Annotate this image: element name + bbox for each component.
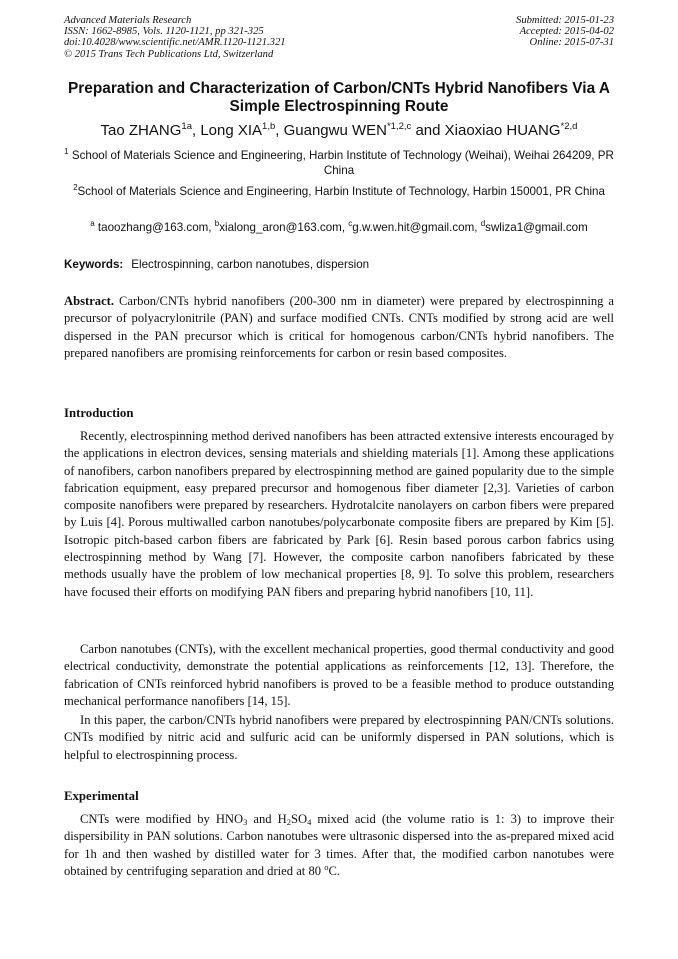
text-run: and H bbox=[247, 812, 287, 826]
author-name: Tao ZHANG bbox=[100, 122, 182, 139]
journal-name: Advanced Materials Research bbox=[64, 15, 192, 26]
subscript: 3 bbox=[243, 817, 248, 827]
submitted-date: Submitted: 2015-01-23 bbox=[516, 15, 614, 26]
author-name: Long XIA bbox=[200, 122, 263, 139]
page-header bbox=[64, 15, 614, 60]
author-sup: 1,b bbox=[262, 121, 276, 132]
section-heading-experimental: Experimental bbox=[64, 789, 139, 803]
affiliation-1 bbox=[60, 148, 618, 178]
email-list bbox=[60, 220, 618, 235]
subscript: 4 bbox=[307, 817, 312, 827]
email-mark: d bbox=[480, 219, 486, 228]
email-address[interactable]: g.w.wen.hit@gmail.com, bbox=[352, 221, 481, 234]
abstract bbox=[64, 293, 614, 362]
email-address[interactable]: taoozhang@163.com, bbox=[94, 221, 215, 234]
email-mark: b bbox=[214, 219, 220, 228]
paper-title: Preparation and Characterization of Carbon/CNTs Hybrid Nanofibers Via A Simple Electrospinning Route bbox=[68, 80, 610, 115]
author-separator: , bbox=[275, 122, 284, 139]
affiliation-2 bbox=[60, 184, 618, 199]
email-mark: c bbox=[348, 219, 353, 228]
text-run: CNTs were modified by HNO bbox=[80, 812, 244, 826]
author-separator: , bbox=[191, 122, 201, 139]
superscript: o bbox=[324, 861, 329, 872]
section-heading-introduction: Introduction bbox=[64, 406, 134, 420]
online-date: Online: 2015-07-31 bbox=[529, 37, 614, 49]
publication-dates bbox=[516, 15, 614, 60]
author-list bbox=[40, 122, 638, 140]
text-run: C. bbox=[328, 863, 341, 878]
keywords-label: Keywords: bbox=[64, 258, 124, 271]
text-run: SO bbox=[290, 812, 308, 826]
journal-info bbox=[64, 15, 286, 60]
intro-paragraph-1: Recently, electrospinning method derived nanofibers has been attracted extensive interests encouraged by the applications in electron devices, sensing materials and shielding materials [1]. Among these applications of nanofibers, carbon nanofibers prepared by electrospinning method are gained popularity due to the simple fabrication equipment, easy prepared precursor and homogenous fiber diameter [2,3]. Varieties of carbon composite nanofibers were prepared by researchers. Hydrotalcite nanolayers on carbon fibers were prepared by Luis [4]. Porous multiwalled carbon nanotubes/polycarbonate composite fibers are prepared by Kim [5]. Isotropic pitch-based carbon fibers are fabricated by Park [6]. Resin based porous carbon fabrics using electrospinning method by Wang [7]. However, the composite carbon nanofibers fabricated by these methods usually have the problem of low mechanical properties [8, 9]. To solve this problem, researchers have focused their efforts on modifying PAN fibers and preparing hybrid nanofibers [10, 11]. bbox=[64, 429, 614, 599]
journal-doi: doi:10.4028/www.scientific.net/AMR.1120-1121.321 bbox=[64, 37, 286, 49]
affiliation-mark: 1 bbox=[64, 147, 69, 156]
keywords bbox=[64, 257, 614, 272]
email-address[interactable]: xialong_aron@163.com, bbox=[219, 221, 349, 234]
experimental-paragraph-1 bbox=[64, 811, 614, 880]
affiliation-mark: 2 bbox=[73, 183, 78, 192]
author-sup: *1,2,c bbox=[386, 121, 412, 132]
author-name: Guangwu WEN bbox=[283, 122, 387, 139]
text-run: mixed acid (the volume ratio is 1: 3) to improve their dispersibility in PAN solutions. Carbon nanotubes were ultrasonic dispersed into the as-prepared mixed acid for 1h and then washed by distilled water for 3 times. After that, the modified carbon nanotubes were obtained by centrifuging separation and dried at 80 bbox=[64, 812, 614, 878]
accepted-date: Accepted: 2015-04-02 bbox=[519, 26, 614, 38]
email-mark: a bbox=[90, 219, 95, 228]
author-separator: and bbox=[411, 122, 445, 139]
author-sup: *2,d bbox=[560, 121, 578, 132]
affiliation-text: School of Materials Science and Engineering, Harbin Institute of Technology (Weihai), Weihai 264209, PR China bbox=[71, 149, 614, 177]
abstract-text: Carbon/CNTs hybrid nanofibers (200-300 nm in diameter) were prepared by electrospinning a precursor of polyacrylonitrile (PAN) and surface modified CNTs. CNTs modified by strong acid are well dispersed in the PAN precursor which is critical for homogenous carbon/CNTs hybrid nanofibers. The prepared nanofibers are promising reinforcements for carbon or resin based composites. bbox=[64, 294, 614, 360]
author-sup: 1a bbox=[181, 121, 192, 132]
journal-copyright: © 2015 Trans Tech Publications Ltd, Switzerland bbox=[64, 48, 274, 60]
journal-issn: ISSN: 1662-8985, Vols. 1120-1121, pp 321-325 bbox=[64, 26, 264, 38]
intro-paragraph-2: Carbon nanotubes (CNTs), with the excellent mechanical properties, good thermal conductivity and good electrical conductivity, demonstrate the potential applications as reinforcements [12, 13]. Therefore, the fabrication of CNTs reinforced hybrid nanofibers is proved to be a feasible method to produce outstanding mechanical performance nanofibers [14, 15]. bbox=[64, 642, 614, 708]
author-name: Xiaoxiao HUANG bbox=[444, 122, 561, 139]
affiliation-text: School of Materials Science and Engineering, Harbin Institute of Technology, Harbin 150001, PR China bbox=[77, 185, 605, 198]
abstract-label: Abstract. bbox=[64, 294, 115, 308]
intro-paragraph-3: In this paper, the carbon/CNTs hybrid nanofibers were prepared by electrospinning PAN/CNTs solutions. CNTs modified by nitric acid and sulfuric acid can be uniformly dispersed in PAN solutions, which is helpful to electrospinning process. bbox=[64, 713, 614, 762]
subscript: 2 bbox=[286, 817, 291, 827]
keywords-text: Electrospinning, carbon nanotubes, dispersion bbox=[131, 258, 370, 271]
email-address[interactable]: swliza1@gmail.com bbox=[485, 221, 588, 234]
